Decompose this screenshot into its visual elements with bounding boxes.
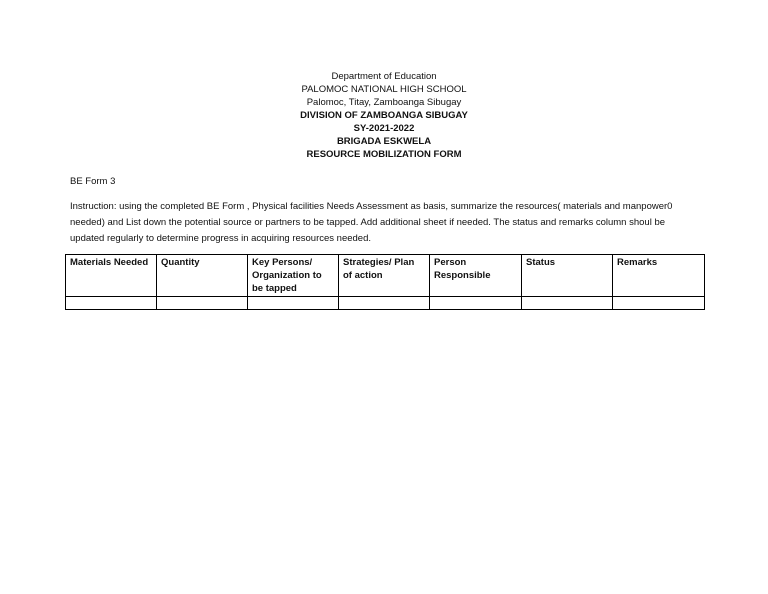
program-name: BRIGADA ESKWELA xyxy=(336,136,432,147)
resource-table xyxy=(65,254,705,310)
division-name: DIVISION OF ZAMBOANGA SIBUGAY xyxy=(300,110,468,121)
column-header: Materials Needed xyxy=(66,255,157,297)
school-name: PALOMOC NATIONAL HIGH SCHOOL xyxy=(301,84,467,95)
column-header: Person Responsible xyxy=(430,255,522,297)
instruction-text: Instruction: using the completed BE Form , Physical facilities Needs Assessment as basis, summarize the resources( materials and manpower0 needed) and List down the potential source or partners to be tapped. Add additional sheet if needed. The status and remarks column shoul be updated regularly to determine progress in acquiring resources needed. xyxy=(70,201,673,244)
column-header: Remarks xyxy=(613,255,705,297)
column-header: Quantity xyxy=(157,255,248,297)
table-header-row xyxy=(66,255,705,297)
table-cell xyxy=(339,297,430,310)
school-year: SY-2021-2022 xyxy=(353,123,415,134)
table-cell xyxy=(248,297,339,310)
form-label: BE Form 3 xyxy=(70,176,116,187)
column-header: Status xyxy=(522,255,613,297)
table-cell xyxy=(66,297,157,310)
form-title: RESOURCE MOBILIZATION FORM xyxy=(306,149,462,160)
table-row xyxy=(66,297,705,310)
school-address: Palomoc, Titay, Zamboanga Sibugay xyxy=(306,97,462,108)
table-cell xyxy=(157,297,248,310)
column-header: Key Persons/ Organization to be tapped xyxy=(248,255,339,297)
department-name: Department of Education xyxy=(331,71,437,82)
column-header: Strategies/ Plan of action xyxy=(339,255,430,297)
table-cell xyxy=(430,297,522,310)
document-header xyxy=(0,70,768,161)
table-cell xyxy=(613,297,705,310)
table-cell xyxy=(522,297,613,310)
